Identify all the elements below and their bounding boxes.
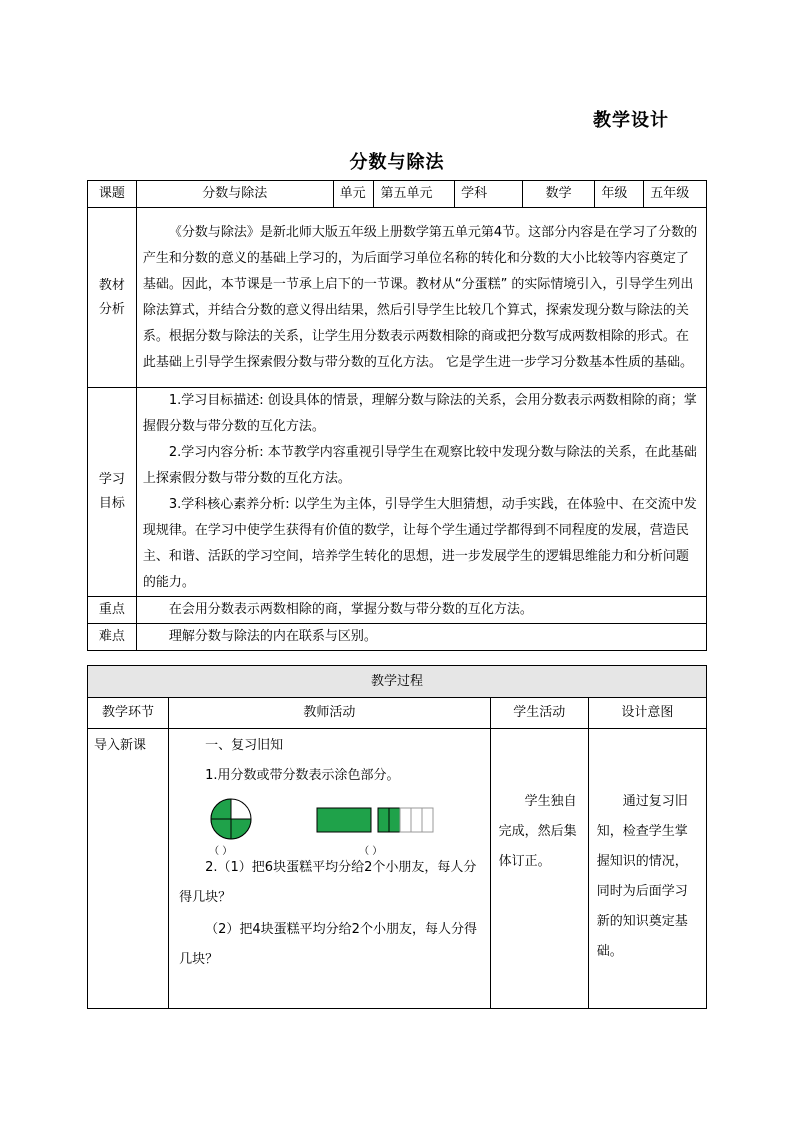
design-intent-text: 通过复习旧知，检查学生掌握知识的情况，同时为后面学习新的知识奠定基础。	[596, 794, 688, 959]
process-title: 教学过程	[88, 666, 707, 698]
answer-blank-2: （ ）	[359, 846, 383, 857]
answer-blank-1: （ ）	[209, 846, 233, 857]
subject-value: 数学	[522, 181, 595, 208]
grade-value: 五年级	[644, 181, 707, 208]
question-2: 2.（1）把6块蛋糕平均分给2个小朋友，每人分得几块？	[179, 860, 477, 905]
key-point-text: 在会用分数表示两数相除的商，掌握分数与带分数的互化方法。	[168, 602, 533, 617]
topic-label: 课题	[88, 181, 137, 208]
process-table	[87, 665, 707, 1009]
key-point-cell	[136, 597, 706, 624]
goal-item-3: 3.学科核心素养分析: 以学生为主体，引导学生大胆猜想，动手实践，在体验中、在交流中发现规律。在学习中使学生获得有价值的数学，让每个学生通过学都得到不同程度的发展，营造民主、和谐、活跃的学习空间，培养学生转化的思想，进一步发展学生的逻辑思维能力和分析问题的能力。	[142, 497, 697, 590]
col-header-student: 学生活动	[490, 698, 588, 729]
difficulty-text: 理解分数与除法的内在联系与区别。	[168, 629, 377, 644]
document-label: 教学设计	[593, 110, 669, 131]
student-activity-cell	[490, 729, 588, 1009]
goals-label: 学习目标	[88, 388, 137, 597]
design-intent-cell	[588, 729, 706, 1009]
teacher-activity-cell	[169, 729, 491, 1009]
analysis-cell	[136, 208, 706, 388]
lesson-info-table	[87, 180, 707, 651]
goal-item-2: 2.学习内容分析: 本节教学内容重视引导学生在观察比较中发现分数与除法的关系，在此基础上探索假分数与带分数的互化方法。	[142, 445, 697, 486]
stage-cell: 导入新课	[88, 729, 169, 1009]
unit-label: 单元	[333, 181, 374, 208]
grade-label: 年级	[595, 181, 644, 208]
shaded-circle-figure	[209, 797, 253, 841]
analysis-text: 《分数与除法》是新北师大版五年级上册数学第五单元第4节。这部分内容是在学习了分数的产生和分数的意义的基础上学习的，为后面学习单位名称的转化和分数的大小比较等内容奠定了基础。因此，本节课是一节承上启下的一节课。教材从“分蛋糕” 的实际情境引入，引导学生列出除法算式，并结合分数的意义得出结果，然后引导学生比较几个算式，探索发现分数与除法的关系。根据分数与除法的关系，让学生用分数表示两数相除的商或把分数写成两数相除的形式。在此基础上引导学生探索假分数与带分数的互化方法。 它是学生进一步学习分数基本性质的基础。	[142, 224, 698, 370]
difficulty-cell	[136, 624, 706, 651]
review-heading: 一、复习旧知	[205, 738, 284, 753]
difficulty-label: 难点	[88, 624, 137, 651]
shaded-bar-figure	[316, 807, 438, 833]
unit-value: 第五单元	[374, 181, 455, 208]
col-header-intent: 设计意图	[588, 698, 706, 729]
fraction-figures	[179, 791, 482, 857]
topic-value: 分数与除法	[136, 181, 333, 208]
col-header-stage: 教学环节	[88, 698, 169, 729]
subject-label: 学科	[455, 181, 523, 208]
question-1: 1.用分数或带分数表示涂色部分。	[205, 768, 400, 783]
student-activity-text: 学生独自完成，然后集体订正。	[498, 794, 577, 869]
question-3: （2）把4块蛋糕平均分给2个小朋友，每人分得几块？	[179, 922, 477, 967]
analysis-label: 教材分析	[88, 208, 137, 388]
col-header-teacher: 教师活动	[169, 698, 491, 729]
goal-item-1: 1.学习目标描述: 创设具体的情景，理解分数与除法的关系，会用分数表示两数相除的商；掌握假分数与带分数的互化方法。	[142, 393, 697, 434]
document-title: 分数与除法	[349, 152, 445, 173]
key-point-label: 重点	[88, 597, 137, 624]
goals-cell	[136, 388, 706, 597]
